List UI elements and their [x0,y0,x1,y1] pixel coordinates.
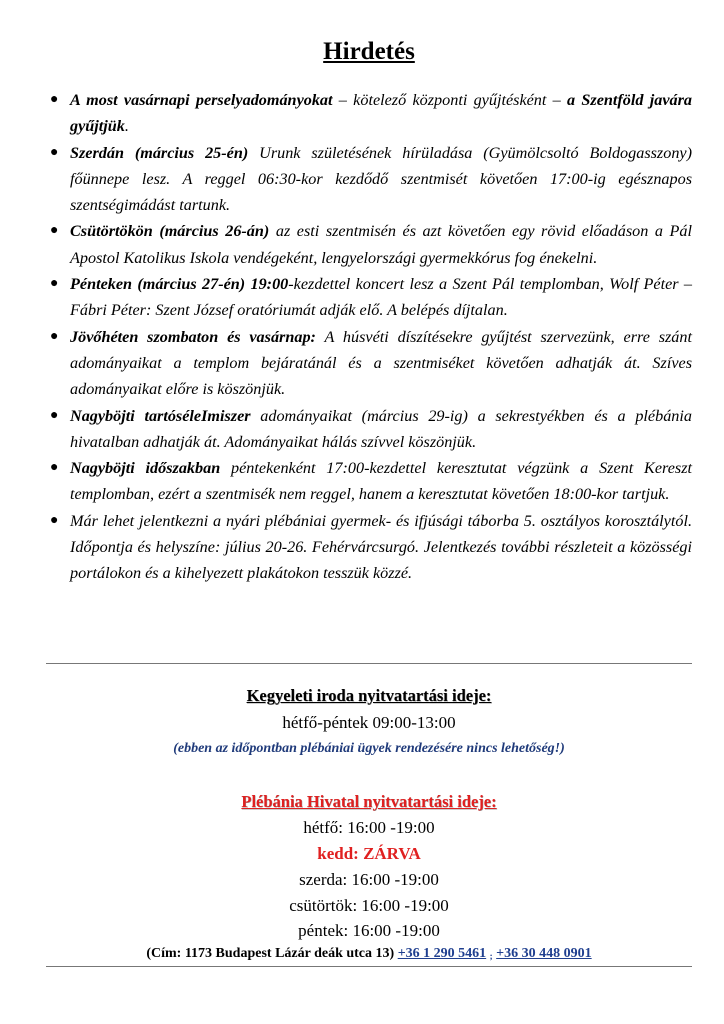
page-title: Hirdetés [323,38,415,65]
announcement-emphasis: Jövőhéten szombaton és vasárnap: [70,327,316,346]
bullet-icon: ● [50,276,59,292]
parish-wednesday: szerda: 16:00 -19:00 [299,870,439,889]
bullet-icon: ● [50,460,59,476]
bullet-icon: ● [50,144,59,160]
bullet-icon: ● [50,92,59,107]
announcement-text: az esti szentmisén és azt követően egy rövid előadáson a Pál Apostol Katolikus Iskola vendégeként, lengyelországi gyermekkórus fog énekelni. [70,222,692,267]
announcement-emphasis: Nagyböjti tartóséleImiszer [70,406,251,425]
announcement-text: . [124,117,129,136]
contact-line [46,946,692,962]
address: (Cím: 1173 Budapest Lázár deák utca 13) [146,946,395,961]
office-hours: hétfő-péntek 09:00-13:00 [282,713,456,732]
announcement-item [46,140,692,219]
bullet-icon: ● [50,223,59,239]
announcement-emphasis: Szerdán (március 25-én) [70,143,249,162]
announcement-emphasis: Csütörtökön (március 26-án) [70,222,270,241]
divider-bottom [46,966,692,967]
bullet-icon: ● [50,512,59,528]
announcement-item [46,508,692,587]
announcement-item [46,271,692,324]
parish-thursday: csütörtök: 16:00 -19:00 [289,896,449,915]
announcement-emphasis: a Szentföld javára gyűjtjük [70,91,693,136]
announcement-item [46,455,692,508]
parish-tuesday: kedd: ZÁRVA [317,844,421,863]
announcement-emphasis: Nagyböjti időszakban [70,459,221,478]
office-note: (ebben az időpontban plébániai ügyek rendezésére nincs lehetőség!) [173,741,565,756]
announcement-emphasis: A most vasárnapi perselyadományokat [70,91,333,109]
announcement-list [46,87,692,587]
parish-monday: hétfő: 16:00 -19:00 [303,818,435,837]
parish-friday: péntek: 16:00 -19:00 [298,921,440,940]
announcement-item [46,87,692,140]
divider-top [46,663,692,664]
announcement-text: -kezdettel koncert lesz a Szent Pál templomban, Wolf Péter – Fábri Péter: Szent József oratóriumát adják elő. A belépés díjtalan. [70,275,692,320]
announcement-item [46,324,692,403]
phone-link-1[interactable]: +36 1 290 5461 [397,946,487,961]
announcement-item [46,403,692,456]
phone-link-2[interactable]: +36 30 448 0901 [496,946,592,961]
office-hours-heading: Kegyeleti iroda nyitvatartási ideje: [246,686,492,705]
announcement-text: adományaikat (március 29-ig) a sekrestyékben és a plébánia hivatalban adhatják át. Adományaikat hálás szívvel köszönjük. [70,406,692,451]
bullet-icon: ● [50,328,59,344]
announcement-text: Már lehet jelentkezni a nyári plébániai gyermek- és ifjúsági táborba 5. osztályos korosztálytól. Időpontja és helyszíne: július 20-26. Fehérvárcsurgó. Jelentkezés további részleteit a közösségi portálokon és a kihelyezett plakátokon tesszük közzé. [70,511,692,583]
announcement-text: A húsvéti díszítésekre gyűjtést szervezünk, erre szánt adományaikat a templom bejáratánál és a szentmiséket követően adhatják át. Szíves adományaikat előre is köszönjük. [70,327,692,399]
announcement-text: – kötelező központi gyűjtésként – [332,91,568,109]
announcement-text: Urunk születésének hírüladása (Gyümölcsoltó Boldogasszony) főünnepe lesz. A reggel 06:30-kor kezdődő szentmisét követően 17:00-ig egésznapos szentségimádást tartunk. [70,143,692,215]
parish-hours-heading: Plébánia Hivatal nyitvatartási ideje: [241,792,497,811]
phone-separator: ; [489,951,493,961]
bullet-icon: ● [50,407,59,423]
announcement-text: péntekenként 17:00-kezdettel keresztutat végzünk a Szent Kereszt templomban, ezért a szentmisék nem reggel, hanem a keresztutat követően 18:00-kor tartjuk. [70,459,693,504]
announcement-item [46,218,692,271]
announcement-emphasis: Pénteken (március 27-én) 19:00 [70,275,289,294]
